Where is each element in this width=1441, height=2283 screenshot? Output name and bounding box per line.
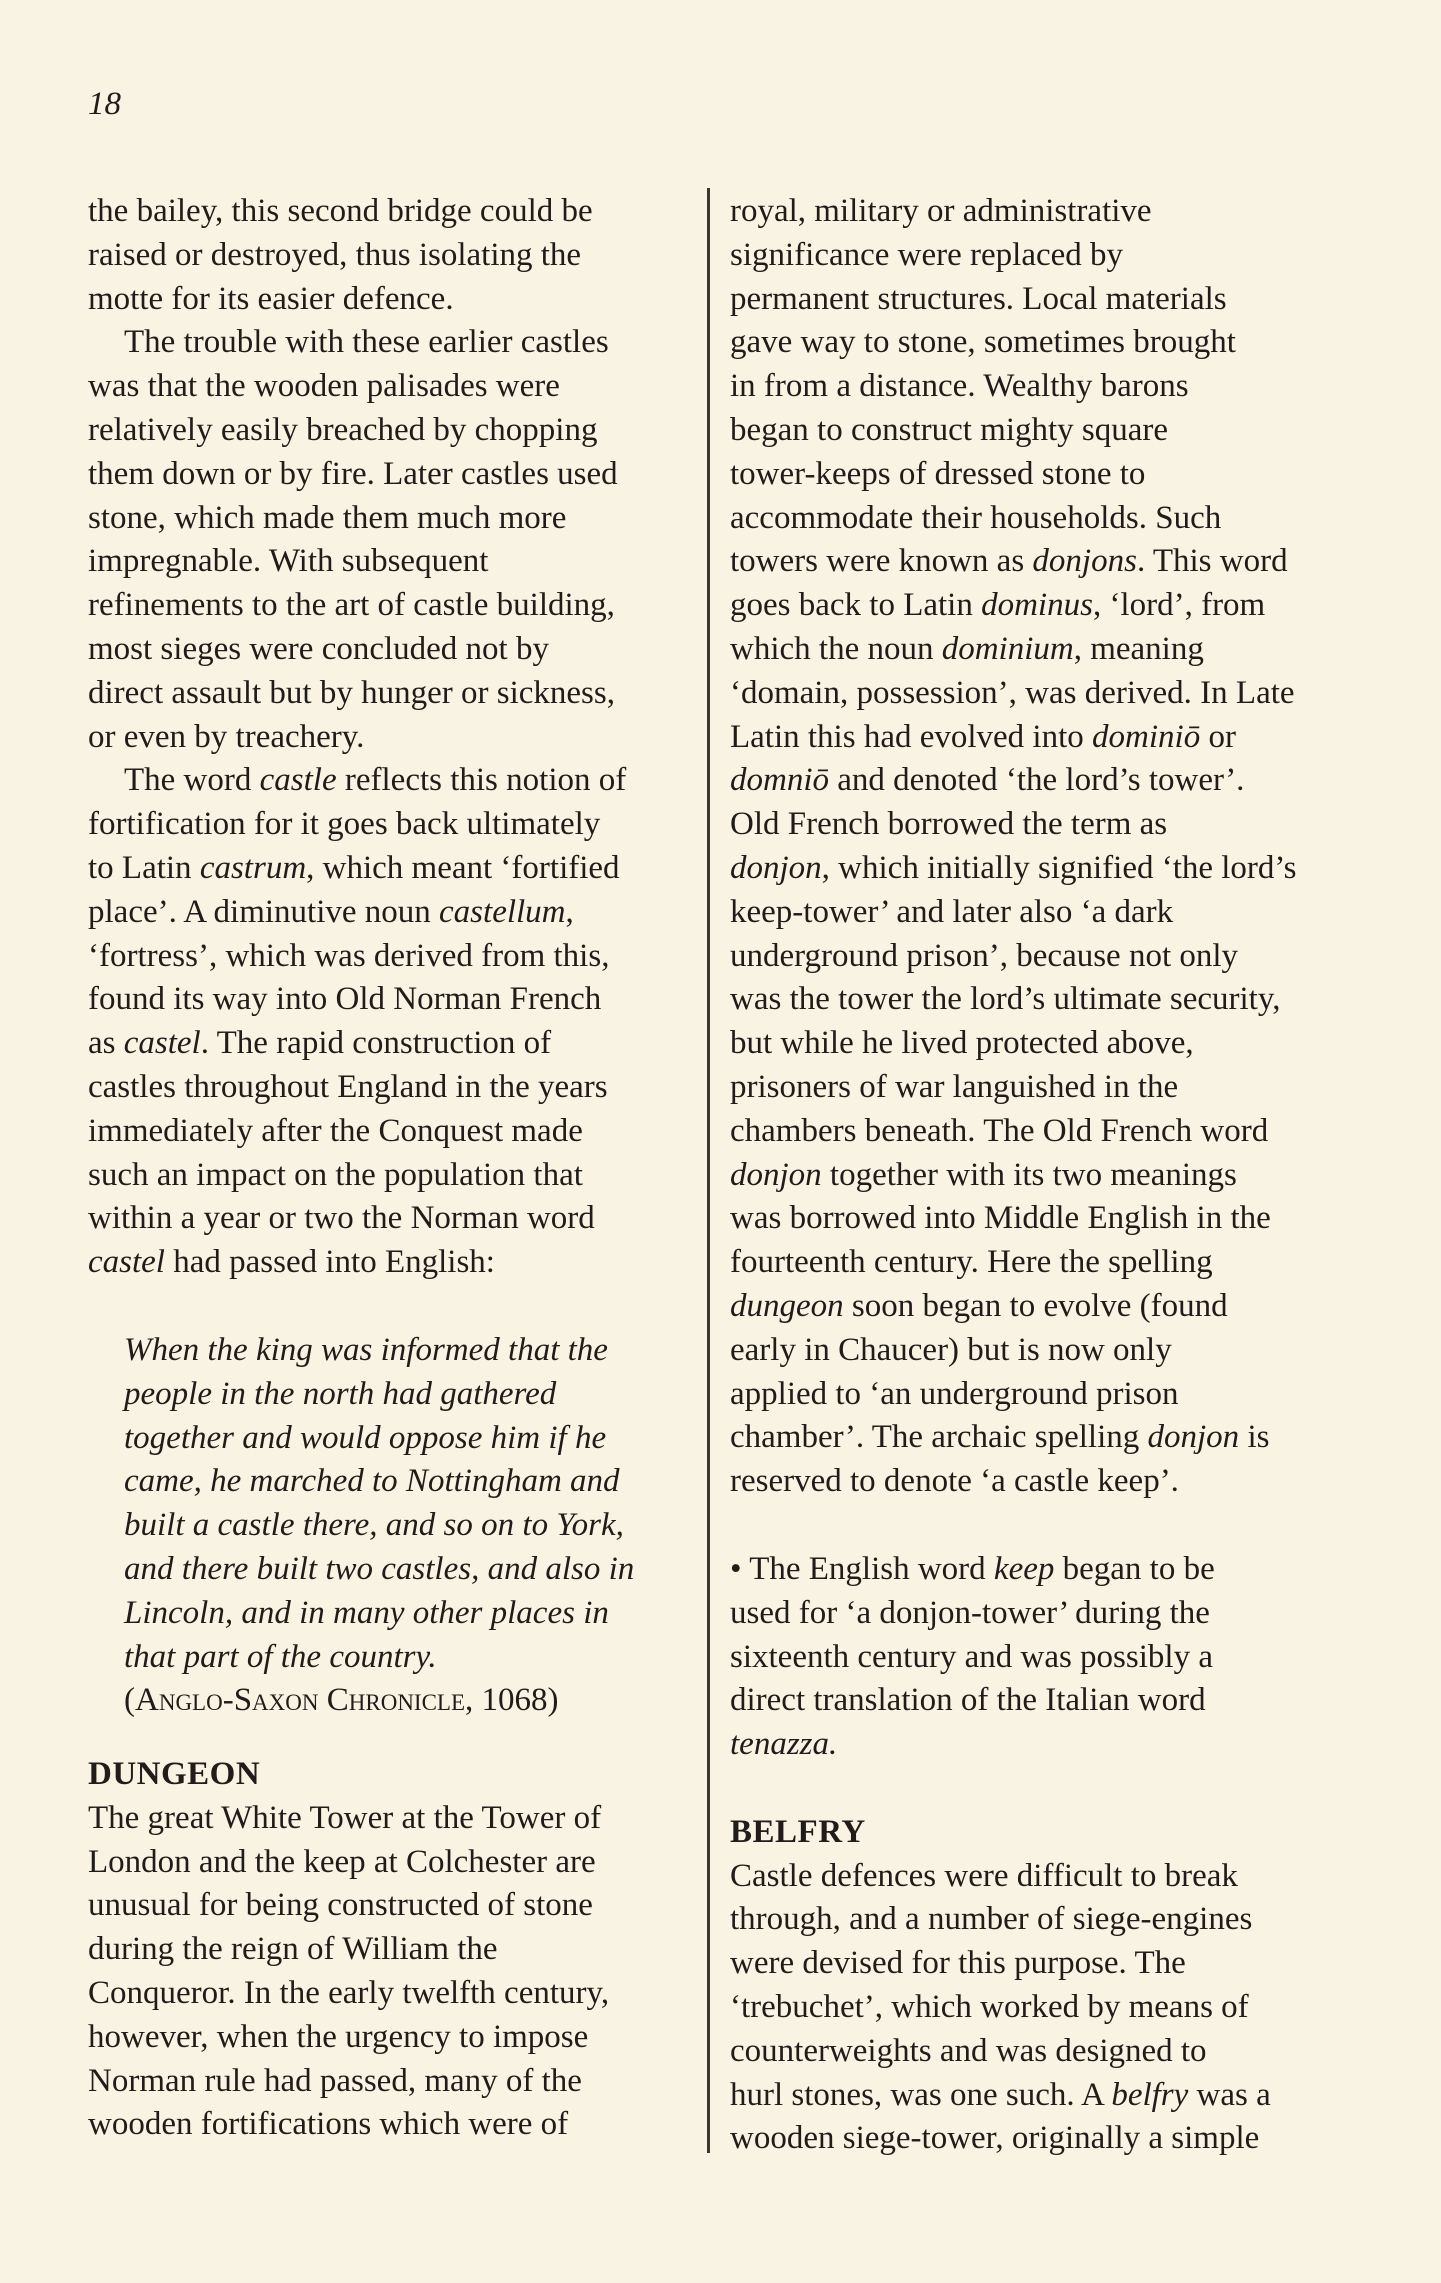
text-line: Old French borrowed the term as bbox=[730, 806, 1168, 843]
text-line: the bailey, this second bridge could be bbox=[88, 193, 593, 229]
text-line: direct assault but by hunger or sickness, bbox=[88, 674, 615, 711]
text-line: chamber’. The archaic spelling donjon is bbox=[730, 1419, 1270, 1456]
text-line: underground prison’, because not only bbox=[730, 937, 1239, 974]
quote-line: together and would oppose him if he bbox=[124, 1419, 607, 1456]
quote-source: (Anglo-Saxon Chronicle, 1068) bbox=[124, 1682, 559, 1719]
text-line: refinements to the art of castle building, bbox=[88, 587, 615, 624]
text-line: in from a distance. Wealthy barons bbox=[730, 368, 1189, 405]
page-number: 18 bbox=[88, 86, 121, 122]
text-line: dungeon soon began to evolve (found bbox=[730, 1287, 1228, 1324]
quote-line: and there built two castles, and also in bbox=[124, 1550, 635, 1587]
quote-line: came, he marched to Nottingham and bbox=[124, 1463, 620, 1500]
text-line: early in Chaucer) but is now only bbox=[730, 1331, 1172, 1368]
section-heading-dungeon: DUNGEON bbox=[88, 1756, 261, 1793]
text-line: sixteenth century and was possibly a bbox=[730, 1638, 1213, 1675]
text-line: wooden fortifications which were of bbox=[88, 2106, 569, 2143]
text-line: Norman rule had passed, many of the bbox=[88, 2062, 582, 2099]
text-line: castel had passed into English: bbox=[88, 1244, 495, 1281]
left-column bbox=[88, 190, 688, 2147]
text-line: was borrowed into Middle English in the bbox=[730, 1200, 1271, 1237]
text-line: motte for its easier defence. bbox=[88, 280, 454, 317]
text-line: began to construct mighty square bbox=[730, 411, 1169, 448]
text-line: ‘trebuchet’, which worked by means of bbox=[730, 1989, 1249, 2026]
text-line: fortification for it goes back ultimately bbox=[88, 806, 601, 843]
text-line: The word castle reflects this notion of bbox=[124, 762, 627, 799]
text-line: as castel. The rapid construction of bbox=[88, 1025, 552, 1062]
text-line: ‘domain, possession’, was derived. In Late bbox=[730, 674, 1295, 711]
text-line: within a year or two the Norman word bbox=[88, 1200, 595, 1237]
text-line: tower-keeps of dressed stone to bbox=[730, 455, 1146, 492]
text-line: gave way to stone, sometimes brought bbox=[730, 324, 1236, 361]
column-divider bbox=[707, 188, 710, 2153]
quote-line: that part of the country. bbox=[124, 1638, 437, 1675]
text-line: which the noun dominium, meaning bbox=[730, 630, 1204, 667]
text-line: to Latin castrum, which meant ‘fortified bbox=[88, 849, 620, 886]
text-line: such an impact on the population that bbox=[88, 1156, 583, 1193]
text-line: keep-tower’ and later also ‘a dark bbox=[730, 893, 1174, 930]
text-line: however, when the urgency to impose bbox=[88, 2018, 589, 2055]
quote-line: Lincoln, and in many other places in bbox=[124, 1594, 609, 1631]
text-line: reserved to denote ‘a castle keep’. bbox=[730, 1463, 1179, 1500]
text-line: royal, military or administrative bbox=[730, 193, 1152, 229]
text-line: found its way into Old Norman French bbox=[88, 981, 602, 1018]
text-line: prisoners of war languished in the bbox=[730, 1068, 1179, 1105]
quotation bbox=[88, 1329, 688, 1723]
text-line: through, and a number of siege-engines bbox=[730, 1901, 1253, 1938]
quote-line: people in the north had gathered bbox=[124, 1375, 557, 1412]
text-line: stone, which made them much more bbox=[88, 499, 567, 536]
text-line: significance were replaced by bbox=[730, 236, 1124, 273]
text-line: applied to ‘an underground prison bbox=[730, 1375, 1179, 1412]
text-line: relatively easily breached by chopping bbox=[88, 411, 598, 448]
text-line: direct translation of the Italian word bbox=[730, 1682, 1206, 1719]
text-line: them down or by fire. Later castles used bbox=[88, 455, 618, 492]
text-line: but while he lived protected above, bbox=[730, 1025, 1194, 1062]
text-line: was that the wooden palisades were bbox=[88, 368, 560, 405]
text-line: • The English word keep began to be bbox=[730, 1550, 1215, 1587]
text-line: goes back to Latin dominus, ‘lord’, from bbox=[730, 587, 1266, 624]
text-line: London and the keep at Colchester are bbox=[88, 1843, 596, 1880]
text-line: tenazza. bbox=[730, 1726, 838, 1763]
text-line: domniō and denoted ‘the lord’s tower’. bbox=[730, 762, 1245, 799]
section-heading-belfry: BELFRY bbox=[730, 1813, 866, 1850]
text-line: permanent structures. Local materials bbox=[730, 280, 1227, 317]
text-line: donjon together with its two meanings bbox=[730, 1156, 1237, 1193]
text-line: counterweights and was designed to bbox=[730, 2032, 1207, 2069]
text-line: or even by treachery. bbox=[88, 718, 365, 755]
text-line: The great White Tower at the Tower of bbox=[88, 1799, 602, 1836]
text-line: immediately after the Conquest made bbox=[88, 1112, 583, 1149]
quote-line: When the king was informed that the bbox=[124, 1331, 608, 1368]
text-line: impregnable. With subsequent bbox=[88, 543, 489, 580]
text-line: Latin this had evolved into dominiō or bbox=[730, 718, 1236, 755]
text-line: hurl stones, was one such. A belfry was a bbox=[730, 2076, 1271, 2113]
text-line: raised or destroyed, thus isolating the bbox=[88, 236, 582, 273]
note-keep bbox=[730, 1548, 1342, 1767]
text-line: donjon, which initially signified ‘the lord’s bbox=[730, 849, 1297, 886]
text-line: The trouble with these earlier castles bbox=[124, 324, 609, 361]
text-line: unusual for being constructed of stone bbox=[88, 1887, 593, 1924]
text-line: most sieges were concluded not by bbox=[88, 630, 549, 667]
text-line: Conqueror. In the early twelfth century, bbox=[88, 1975, 610, 2012]
text-line: towers were known as donjons. This word bbox=[730, 543, 1288, 580]
text-line: used for ‘a donjon-tower’ during the bbox=[730, 1594, 1210, 1631]
text-line: castles throughout England in the years bbox=[88, 1068, 608, 1105]
text-line: wooden siege-tower, originally a simple bbox=[730, 2120, 1260, 2157]
text-line: during the reign of William the bbox=[88, 1931, 498, 1968]
text-line: was the tower the lord’s ultimate security, bbox=[730, 981, 1281, 1018]
right-column bbox=[730, 190, 1342, 2161]
quote-line: built a castle there, and so on to York, bbox=[124, 1507, 624, 1544]
text-line: Castle defences were difficult to break bbox=[730, 1857, 1238, 1894]
text-line: fourteenth century. Here the spelling bbox=[730, 1244, 1213, 1281]
text-line: ‘fortress’, which was derived from this, bbox=[88, 937, 610, 974]
text-line: accommodate their households. Such bbox=[730, 499, 1222, 536]
text-line: chambers beneath. The Old French word bbox=[730, 1112, 1269, 1149]
text-line: place’. A diminutive noun castellum, bbox=[88, 893, 574, 930]
text-line: were devised for this purpose. The bbox=[730, 1945, 1186, 1982]
